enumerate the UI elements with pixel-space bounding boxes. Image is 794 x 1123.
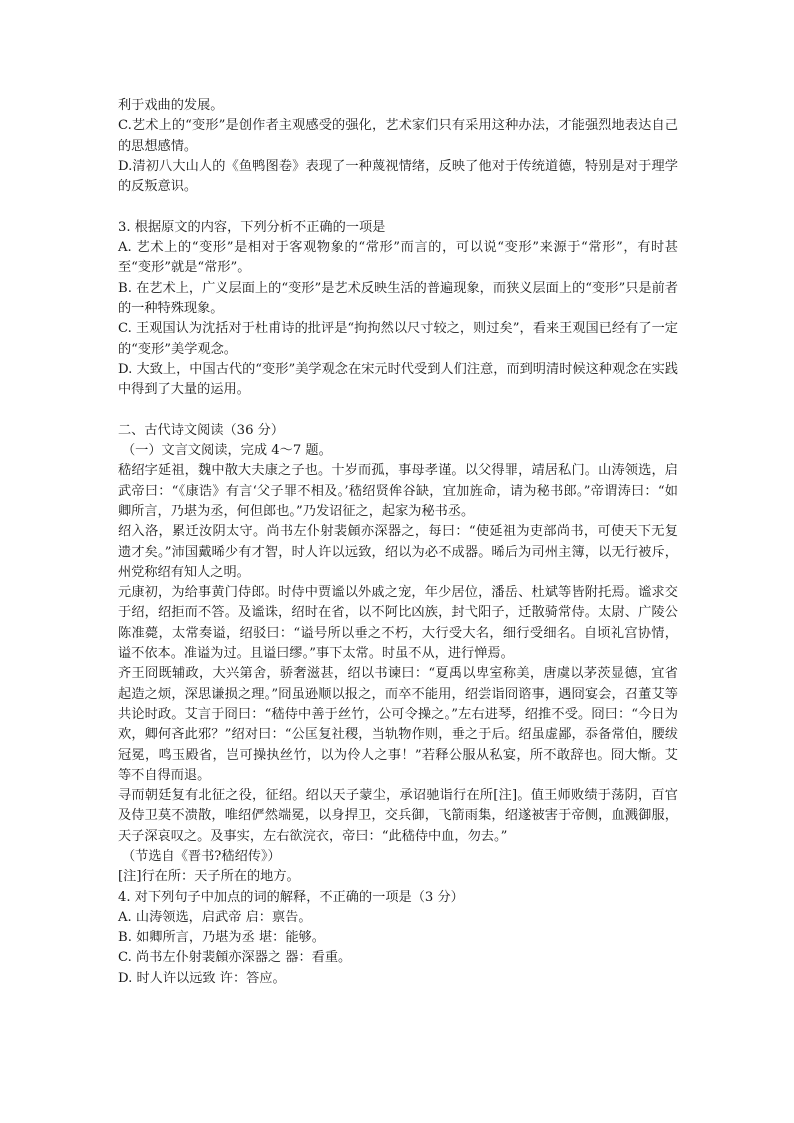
passage-paragraph-1: 嵇绍字延祖，魏中散大夫康之子也。十岁而孤，事母孝谨。以父得罪，靖居私门。山涛领选，启武帝曰：“《康诰》有言‘父子罪不相及。’嵇绍贤侔谷缺，宜加旌命，请为秘书郎。”帝谓涛曰：“如卿所言，乃堪为丞，何但郎也。”乃发诏征之，起家为秘书丞。 xyxy=(118,463,678,519)
q3-option-d: D. 大致上，中国古代的“变形”美学观念在宋元时代受到人们注意，而到明清时候这种观念在实践中得到了大量的运用。 xyxy=(118,361,678,398)
q4-option-a: A. 山涛领选，启武帝 启：禀告。 xyxy=(118,909,312,925)
q3-option-c: C. 王观国认为沈括对于杜甫诗的批评是“拘拘然以尺寸较之，则过矣”，看来王观国已经有了一定的“变形”美学观念。 xyxy=(118,321,678,357)
q4-option-d: D. 时人许以远致 许：答应。 xyxy=(118,970,286,986)
q3-option-a: A. 艺术上的“变形”是相对于客观物象的“常形”而言的，可以说“变形”来源于“常形”，有时甚至“变形”就是“常形”。 xyxy=(118,240,678,276)
q3-stem: 3. 根据原文的内容，下列分析不正确的一项是 xyxy=(118,219,386,235)
section-sub-heading: （一）文言文阅读，完成 4～7 题。 xyxy=(122,443,332,459)
q2-option-d: D.清初八大山人的《鱼鸭图卷》表现了一种蔑视情绪，反映了他对于传统道德，特别是对于理学的反叛意识。 xyxy=(118,158,678,195)
q4-stem: 4. 对下列句子中加点的词的解释，不正确的一项是（3 分） xyxy=(118,889,464,905)
section-heading: 二、古代诗文阅读（36 分） xyxy=(118,422,285,438)
passage-paragraph-5: 寻而朝廷复有北征之役，征绍。绍以天子蒙尘，承诏驰诣行在所[注]。值王师败绩于荡阴，百官及侍卫莫不溃散，唯绍俨然端冕，以身捍卫，交兵御，飞箭雨集，绍遂被害于帝侧，血溅御服，天子深哀叹之。及事实，左右欲浣衣，帝曰：“此嵇侍中血，勿去。” xyxy=(118,788,678,844)
passage-note: [注]行在所：天子所在的地方。 xyxy=(118,869,300,885)
q4-option-c: C. 尚书左仆射裴頠亦深器之 器：看重。 xyxy=(118,950,352,966)
document-page xyxy=(118,96,678,989)
q4-option-b: B. 如卿所言，乃堪为丞 堪：能够。 xyxy=(118,930,325,946)
q3-option-b: B. 在艺术上，广义层面上的“变形”是艺术反映生活的普遍现象，而狭义层面上的“变形”只是前者的一种特殊现象。 xyxy=(118,280,678,316)
q2-option-c: C.艺术上的“变形”是创作者主观感受的强化，艺术家们只有采用这种办法，才能强烈地表达自己的思想感情。 xyxy=(118,118,678,154)
passage-tail-line: 利于戏曲的发展。 xyxy=(118,98,224,113)
passage-paragraph-2: 绍入洛，累迁汝阴太守。尚书左仆射裴頠亦深器之，每曰：“使延祖为吏部尚书，可使天下无复遗才矣。”沛国戴晞少有才智，时人许以远致，绍以为必不成器。晞后为司州主簿，以无行被斥，州党称绍有知人之明。 xyxy=(118,524,678,580)
passage-source: （节选自《晋书?嵇绍传》） xyxy=(122,848,281,864)
passage-paragraph-3: 元康初，为给事黄门侍郎。时侍中贾谧以外戚之宠，年少居位，潘岳、杜斌等皆附托焉。谧求交于绍，绍拒而不答。及谧诛，绍时在省，以不阿比凶族，封弋阳子，迁散骑常侍。太尉、广陵公陈准薨，太常奏谥，绍驳曰：“谥号所以垂之不朽，大行受大名，细行受细名。自顷礼宫协情，谥不依本。准谥为过。且谥曰缪。”事下太常。时虽不从，进行惮焉。 xyxy=(118,585,678,662)
spacer xyxy=(118,400,678,420)
spacer xyxy=(118,197,678,217)
passage-paragraph-4: 齐王冏既辅政，大兴第舍，骄奢滋甚，绍以书谏曰：“夏禹以卑室称美，唐虞以茅茨显德，宜省起造之烦，深思谦损之理。”冏虽逊顺以报之，而卒不能用，绍尝诣冏谘事，遇冏宴会，召董艾等共论时政。艾言于冏曰：“嵇侍中善于丝竹，公可令操之。”左右进琴，绍推不受。冏曰：“今日为欢，卿何吝此邪？”绍对曰：“公匡复社稷，当轨物作则，垂之于后。绍虽虚鄙，忝备常伯，腰绂冠冕，鸣玉殿省，岂可操执丝竹，以为伶人之事！”若释公服从私宴，所不敢辞也。冏大惭。艾等不自得而退。 xyxy=(118,666,678,783)
